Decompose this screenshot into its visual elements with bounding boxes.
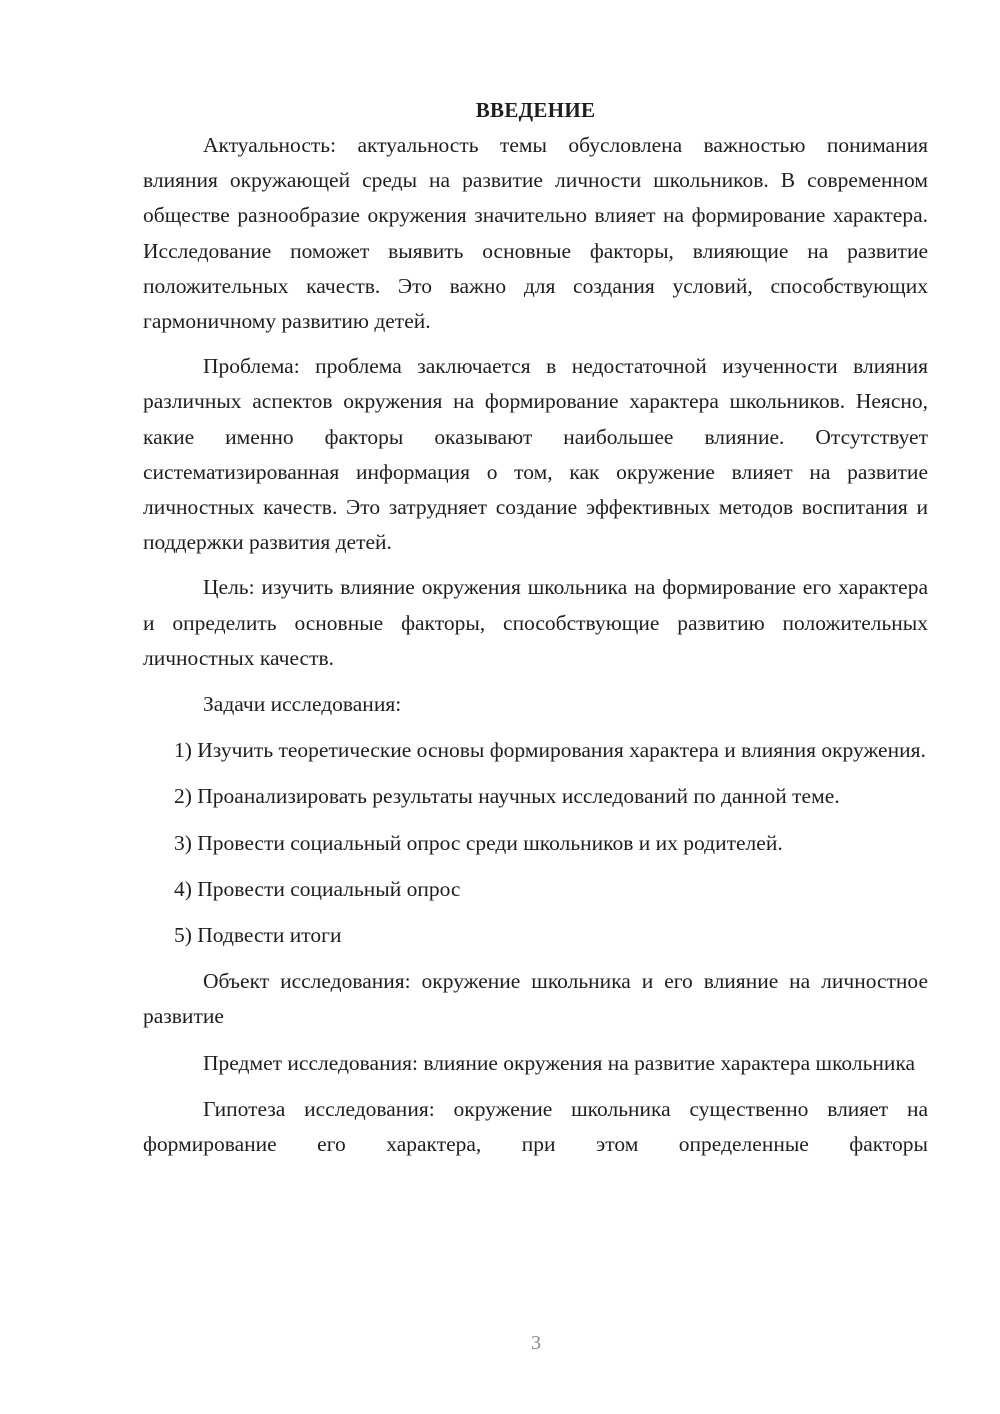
task-item-5: 5) Подвести итоги <box>174 923 342 948</box>
document-page <box>143 92 928 1162</box>
tasks-heading: Задачи исследования: <box>203 692 402 717</box>
hypothesis-paragraph: Гипотеза исследования: окружение школьника существенно влияет на формирование его характера, при этом определенные факторы <box>143 1096 928 1157</box>
page-number: 3 <box>531 1332 541 1354</box>
task-item-2: 2) Проанализировать результаты научных исследований по данной теме. <box>174 784 840 809</box>
task-item-3: 3) Провести социальный опрос среди школьников и их родителей. <box>174 830 783 855</box>
task-item-4: 4) Провести социальный опрос <box>174 876 461 901</box>
section-heading: ВВЕДЕНИЕ <box>475 98 596 122</box>
subject-paragraph: Предмет исследования: влияние окружения на развитие характера школьника <box>203 1050 916 1075</box>
task-item-1: 1) Изучить теоретические основы формирования характера и влияния окружения. <box>174 738 926 763</box>
object-paragraph: Объект исследования: окружение школьника и его влияние на личностное развитие <box>143 969 928 1029</box>
goal-paragraph: Цель: изучить влияние окружения школьника на формирование его характера и определить основные факторы, способствующие развитию положительных личностных качеств. <box>143 575 928 670</box>
problem-paragraph: Проблема: проблема заключается в недостаточной изученности влияния различных аспектов окружения на формирование характера школьников. Неясно, какие именно факторы оказывают наибольшее влияние. Отсутствует систематизированная информация о том, как окружение влияет на развитие личностных качеств. Это затрудняет создание эффективных методов воспитания и поддержки развития детей. <box>143 354 928 555</box>
relevance-paragraph: Актуальность: актуальность темы обусловлена важностью понимания влияния окружающей среды на развитие личности школьников. В современном обществе разнообразие окружения значительно влияет на формирование характера. Исследование поможет выявить основные факторы, влияющие на развитие положительных качеств. Это важно для создания условий, способствующих гармоничному развитию детей. <box>143 133 928 334</box>
